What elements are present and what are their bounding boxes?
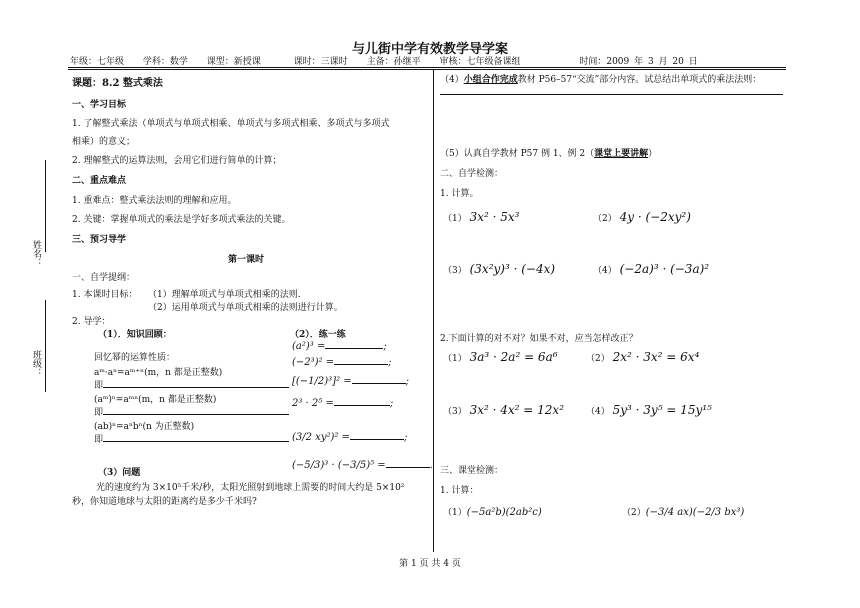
- side-name-label: 姓名：: [31, 240, 41, 267]
- calc2-label: 1. 计算：: [440, 486, 479, 496]
- calc-label: 1. 计算。: [440, 189, 479, 199]
- rule-1: aᵐ·aⁿ=aᵐ⁺ⁿ(m，n 都是正整数): [94, 368, 223, 378]
- page-title: 与儿街中学有效教学导学案: [351, 42, 508, 57]
- self-study: 一、自学提纲：: [72, 273, 136, 283]
- target-1: （1）理解单项式与单项式相乘的法则.: [148, 290, 301, 300]
- rule-1-then: 即: [94, 378, 289, 391]
- goal-2: 2. 理解整式的运算法则，会用它们进行简单的计算；: [72, 156, 282, 166]
- section-class-check: 三、课堂检测：: [440, 466, 504, 476]
- practice-1: (a²)³ = ;: [292, 341, 387, 352]
- rule-3-then: 即: [94, 432, 289, 445]
- section-key: 二、重点难点: [72, 176, 127, 186]
- header-meta: [70, 54, 712, 67]
- column-divider: [433, 69, 434, 552]
- lesson-title: 课题：8.2 整式乘法: [72, 78, 163, 89]
- problem-title: （3）问题: [98, 468, 141, 478]
- guide-label: 2. 导学：: [72, 317, 111, 327]
- header-divider: [68, 67, 786, 68]
- rule-2: (aᵐ)ⁿ=aᵐⁿ(m，n 都是正整数): [94, 395, 217, 405]
- name-line: [45, 160, 46, 252]
- exercise-4: （4） (−2a)³ · (−3a)²: [593, 262, 710, 276]
- judge-3: （3） 3x² · 4x² = 12x²: [443, 403, 565, 417]
- review-title: （1）．知识回顾：: [98, 330, 172, 340]
- check-2: （2）(−3/4 ax)(−2/3 bx³): [622, 507, 745, 518]
- meta-date: 时间：2009 年 3 月 20 日: [579, 57, 698, 67]
- practice-3: [(−1/2)³]² = ;: [292, 376, 410, 387]
- judge-question: 2.下面计算的对不对？如果不对，应当怎样改正？: [440, 334, 638, 344]
- task-4-blank[interactable]: [440, 84, 783, 95]
- problem-line-b: 秒，你知道地球与太阳的距离约是多少千米吗?: [72, 497, 257, 507]
- practice-6: (−5/3)³ · (−3/5)⁵ = .: [292, 460, 433, 471]
- meta-hours: 课时：三课时: [293, 57, 348, 67]
- exercise-3: （3） (3x²y)³ · (−4x): [443, 262, 556, 276]
- key-1: 1. 重难点：整式乘法法则的理解和应用。: [72, 196, 237, 206]
- goal-1b: 相乘）的意义；: [72, 137, 136, 147]
- check-1: （1）(−5a²b)(2ab²c): [443, 507, 542, 518]
- exercise-1: （1） 3x² · 5x³: [443, 210, 520, 224]
- review-intro: 回忆幂的运算性质：: [94, 353, 176, 363]
- judge-2: （2） 2x² · 3x² = 6x⁴: [586, 350, 700, 364]
- rule-2-then: 即: [94, 405, 289, 418]
- target-label: 1. 本课时目标：: [72, 290, 138, 300]
- problem-line-a: 光的速度约为 3×10⁵千米/秒，太阳光照射到地球上需要的时间大约是 5×10²: [96, 483, 405, 493]
- section-self-check: 二、自学检测：: [440, 169, 504, 179]
- meta-reviewer: 审核：七年级备课组: [439, 57, 521, 67]
- class-line: [45, 300, 46, 392]
- section-goals: 一、学习目标: [72, 100, 127, 110]
- rule-3: (ab)ⁿ=aⁿbⁿ(n 为正整数): [94, 422, 195, 432]
- practice-2: (−2³)² = ;: [292, 357, 392, 368]
- header-divider-2: [68, 69, 786, 70]
- practice-title: （2）．练一练: [290, 330, 346, 340]
- meta-type: 课型：新授课: [206, 57, 261, 67]
- exercise-2: （2） 4y · (−2xy²): [593, 210, 691, 224]
- period-title: 第一课时: [228, 255, 265, 265]
- task-5: （5）认真自学教材 P57 例 1、例 2（课堂上要讲解）: [440, 149, 658, 159]
- target-2: （2）运用单项式与单项式相乘的法则进行计算。: [148, 303, 343, 313]
- judge-4: （4） 5y³ · 3y⁵ = 15y¹⁵: [586, 403, 712, 417]
- section-preview: 三、预习导学: [72, 235, 127, 245]
- practice-5: (3/2 xy²)² = ;: [292, 432, 408, 443]
- side-class-label: 班级：: [31, 350, 41, 377]
- page-footer: 第 1 页 共 4 页: [399, 559, 461, 569]
- practice-4: 2³ · 2⁵ = ;: [292, 398, 394, 409]
- task-4: （4）小组合作完成教材 P56–57“交流”部分内容。试总结出单项式的乘法法则：: [440, 75, 762, 85]
- judge-1: （1） 3a³ · 2a² = 6a⁶: [443, 350, 558, 364]
- meta-author: 主备：孙继平: [366, 57, 421, 67]
- meta-subject: 学科：数学: [142, 57, 188, 67]
- goal-1a: 1. 了解整式乘法（单项式与单项式相乘、单项式与多项式相乘、多项式与多项式: [72, 119, 390, 129]
- key-2: 2. 关键：掌握单项式的乘法是学好多项式乘法的关键。: [72, 215, 291, 225]
- meta-grade: 年级：七年级: [70, 57, 125, 67]
